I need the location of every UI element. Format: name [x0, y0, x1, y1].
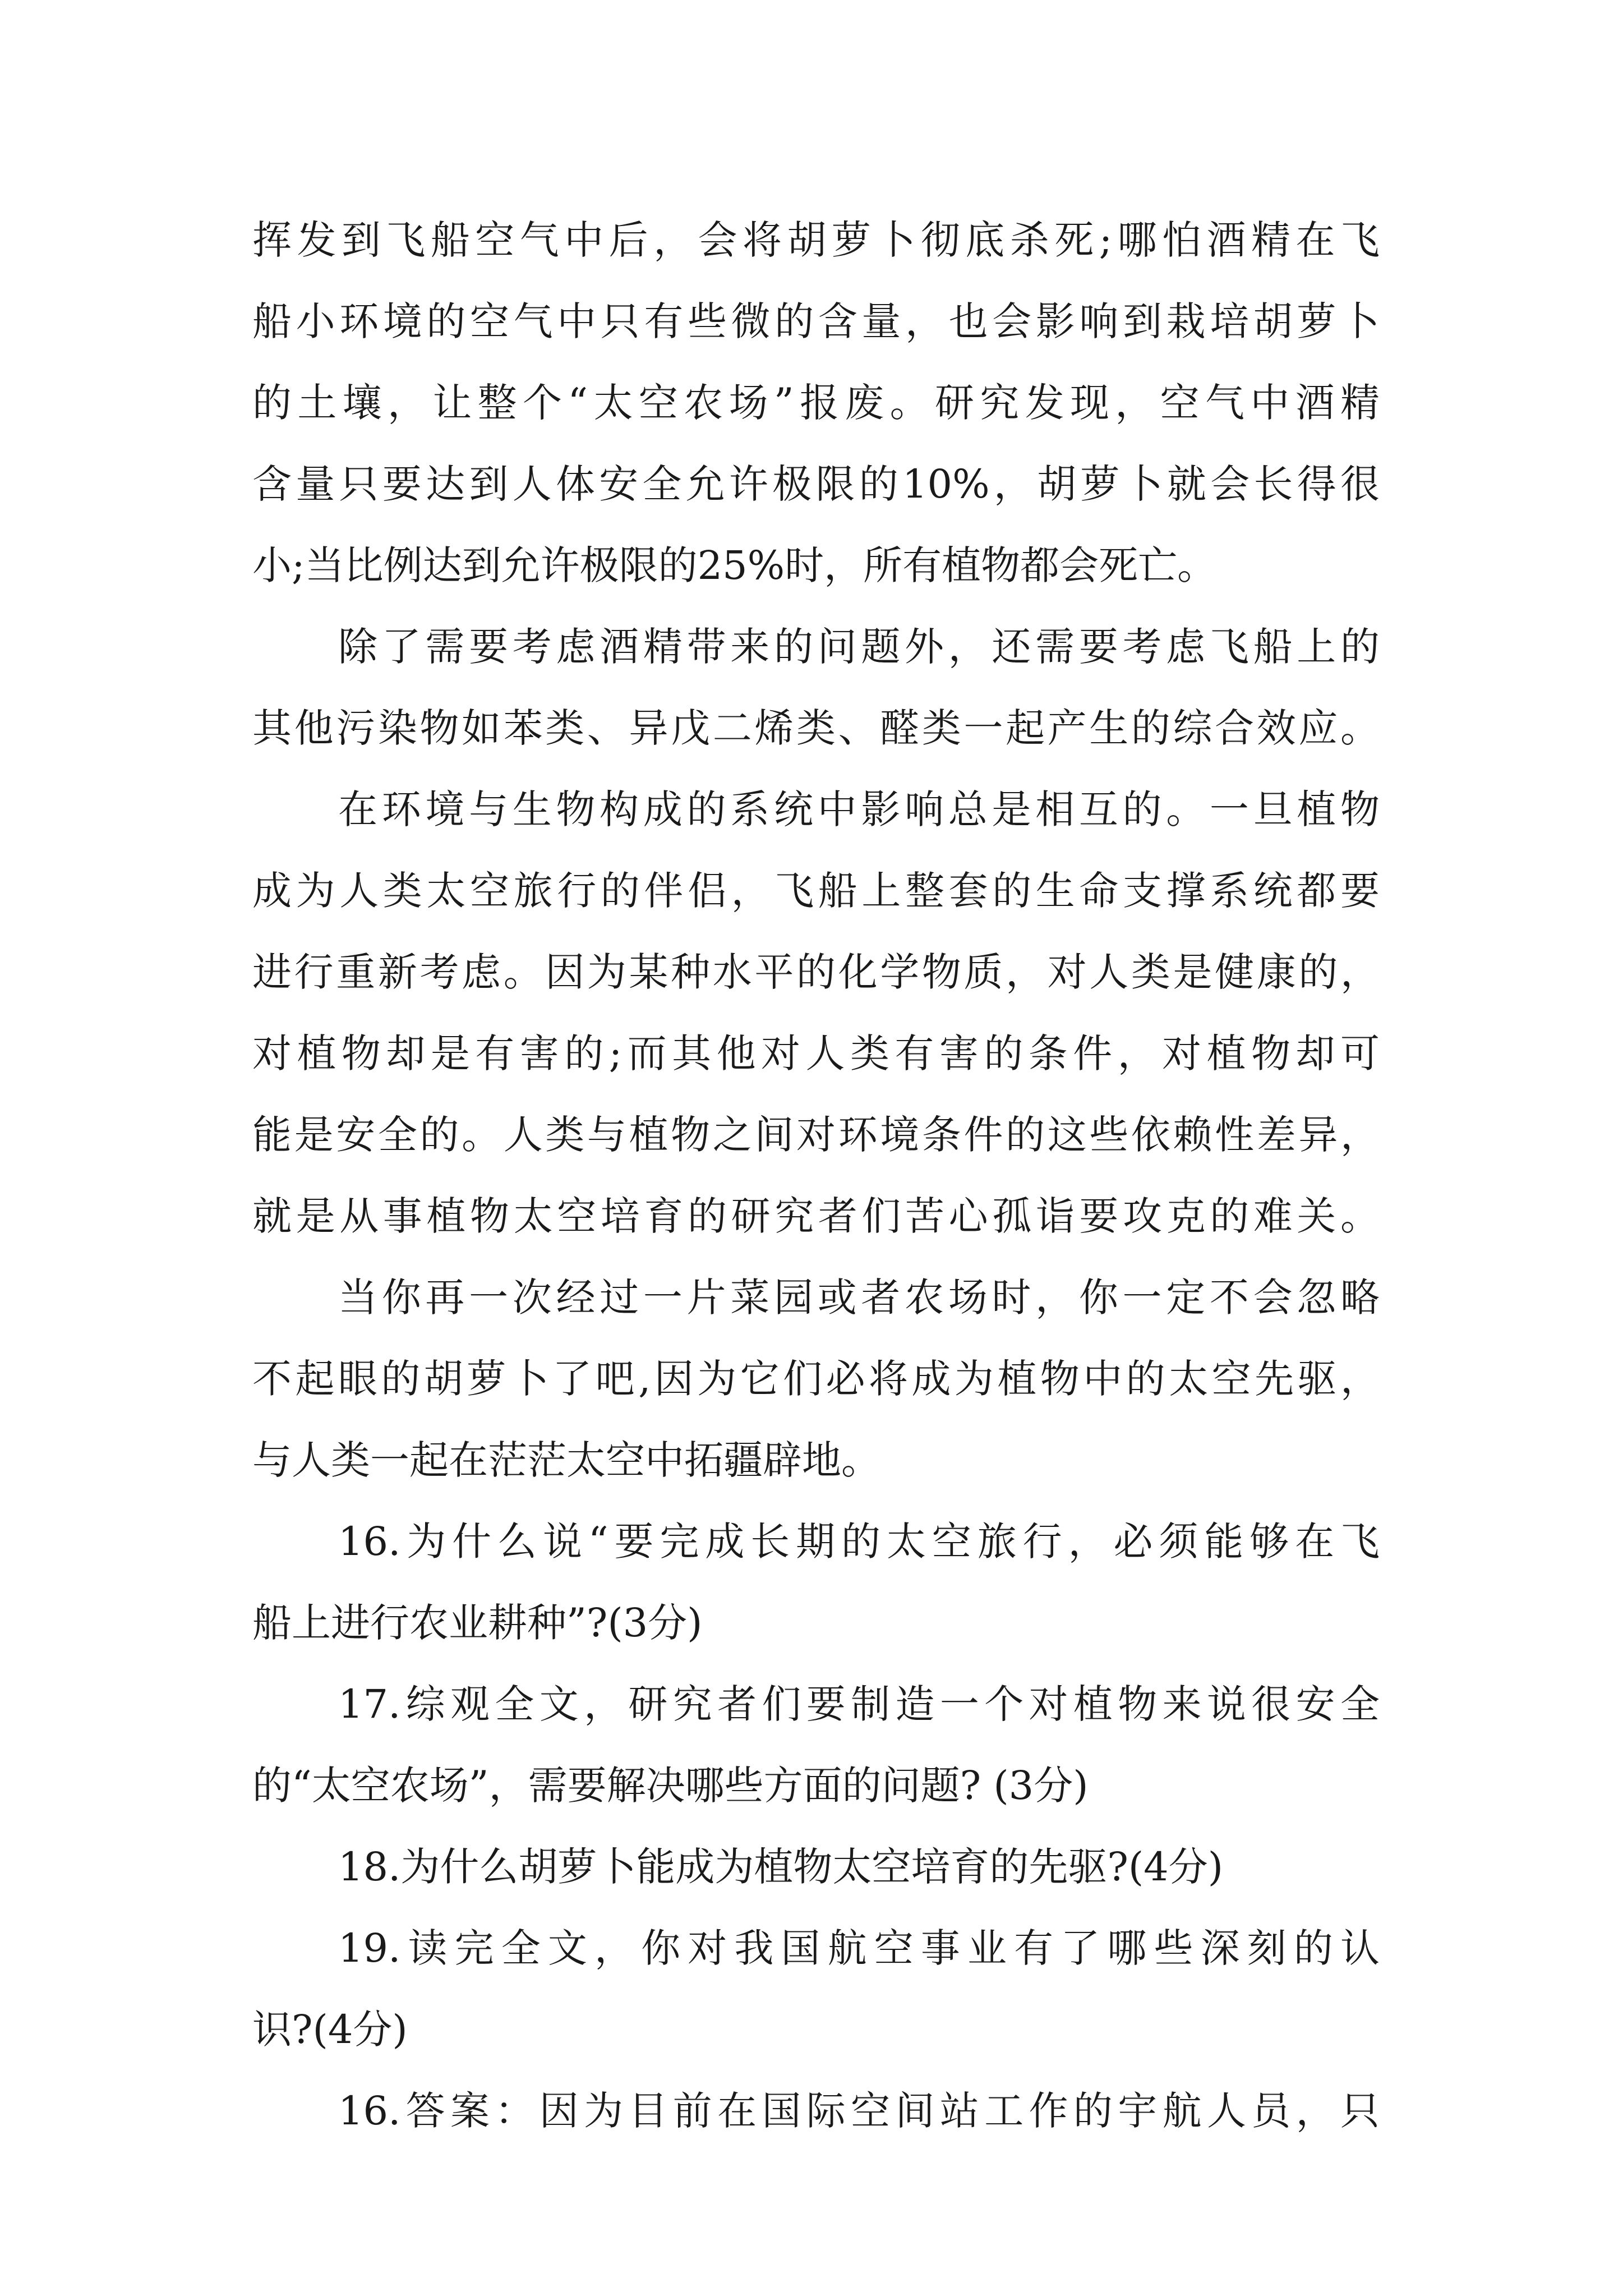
text-line: 小;当比例达到允许极限的25%时，所有植物都会死亡。 — [252, 542, 1217, 588]
text-line: 能是安全的。人类与植物之间对环境条件的这些依赖性差异， — [252, 1112, 1380, 1158]
question-19-line: 识?(4分) — [252, 2007, 408, 2053]
text-line: 就是从事植物太空培育的研究者们苦心孤诣要攻克的难关。 — [252, 1193, 1380, 1239]
text-line: 不起眼的胡萝卜了吧,因为它们必将成为植物中的太空先驱， — [252, 1356, 1380, 1402]
question-16-line: 船上进行农业耕种”?(3分) — [252, 1600, 703, 1646]
text-line: 的土壤，让整个“太空农场”报废。研究发现，空气中酒精 — [252, 380, 1380, 426]
paragraph-start-line: 当你再一次经过一片菜园或者农场时，你一定不会忽略 — [338, 1274, 1380, 1320]
text-line: 与人类一起在茫茫太空中拓疆辟地。 — [252, 1437, 880, 1483]
text-line: 挥发到飞船空气中后，会将胡萝卜彻底杀死;哪怕酒精在飞 — [252, 217, 1380, 263]
text-line: 其他污染物如苯类、异戊二烯类、醛类一起产生的综合效应。 — [252, 705, 1380, 751]
text-line: 含量只要达到人体安全允许极限的10%，胡萝卜就会长得很 — [252, 461, 1380, 507]
paragraph-start-line: 除了需要考虑酒精带来的问题外，还需要考虑飞船上的 — [338, 624, 1380, 670]
question-18-line: 18.为什么胡萝卜能成为植物太空培育的先驱?(4分) — [338, 1844, 1224, 1890]
text-line: 进行重新考虑。因为某种水平的化学物质，对人类是健康的， — [252, 949, 1380, 995]
answer-16-line: 16.答案：因为目前在国际空间站工作的宇航人员，只 — [338, 2088, 1380, 2134]
text-line: 对植物却是有害的;而其他对人类有害的条件，对植物却可 — [252, 1030, 1380, 1076]
question-19-line: 19.读完全文，你对我国航空事业有了哪些深刻的认 — [338, 1925, 1380, 1971]
text-line: 船小环境的空气中只有些微的含量，也会影响到栽培胡萝卜 — [252, 298, 1380, 344]
question-17-line: 的“太空农场”，需要解决哪些方面的问题? (3分) — [252, 1763, 1089, 1809]
text-line: 成为人类太空旅行的伴侣，飞船上整套的生命支撑系统都要 — [252, 868, 1380, 914]
paragraph-start-line: 在环境与生物构成的系统中影响总是相互的。一旦植物 — [338, 786, 1380, 832]
question-16-line: 16.为什么说“要完成长期的太空旅行，必须能够在飞 — [338, 1519, 1380, 1565]
question-17-line: 17.综观全文，研究者们要制造一个对植物来说很安全 — [338, 1681, 1380, 1727]
